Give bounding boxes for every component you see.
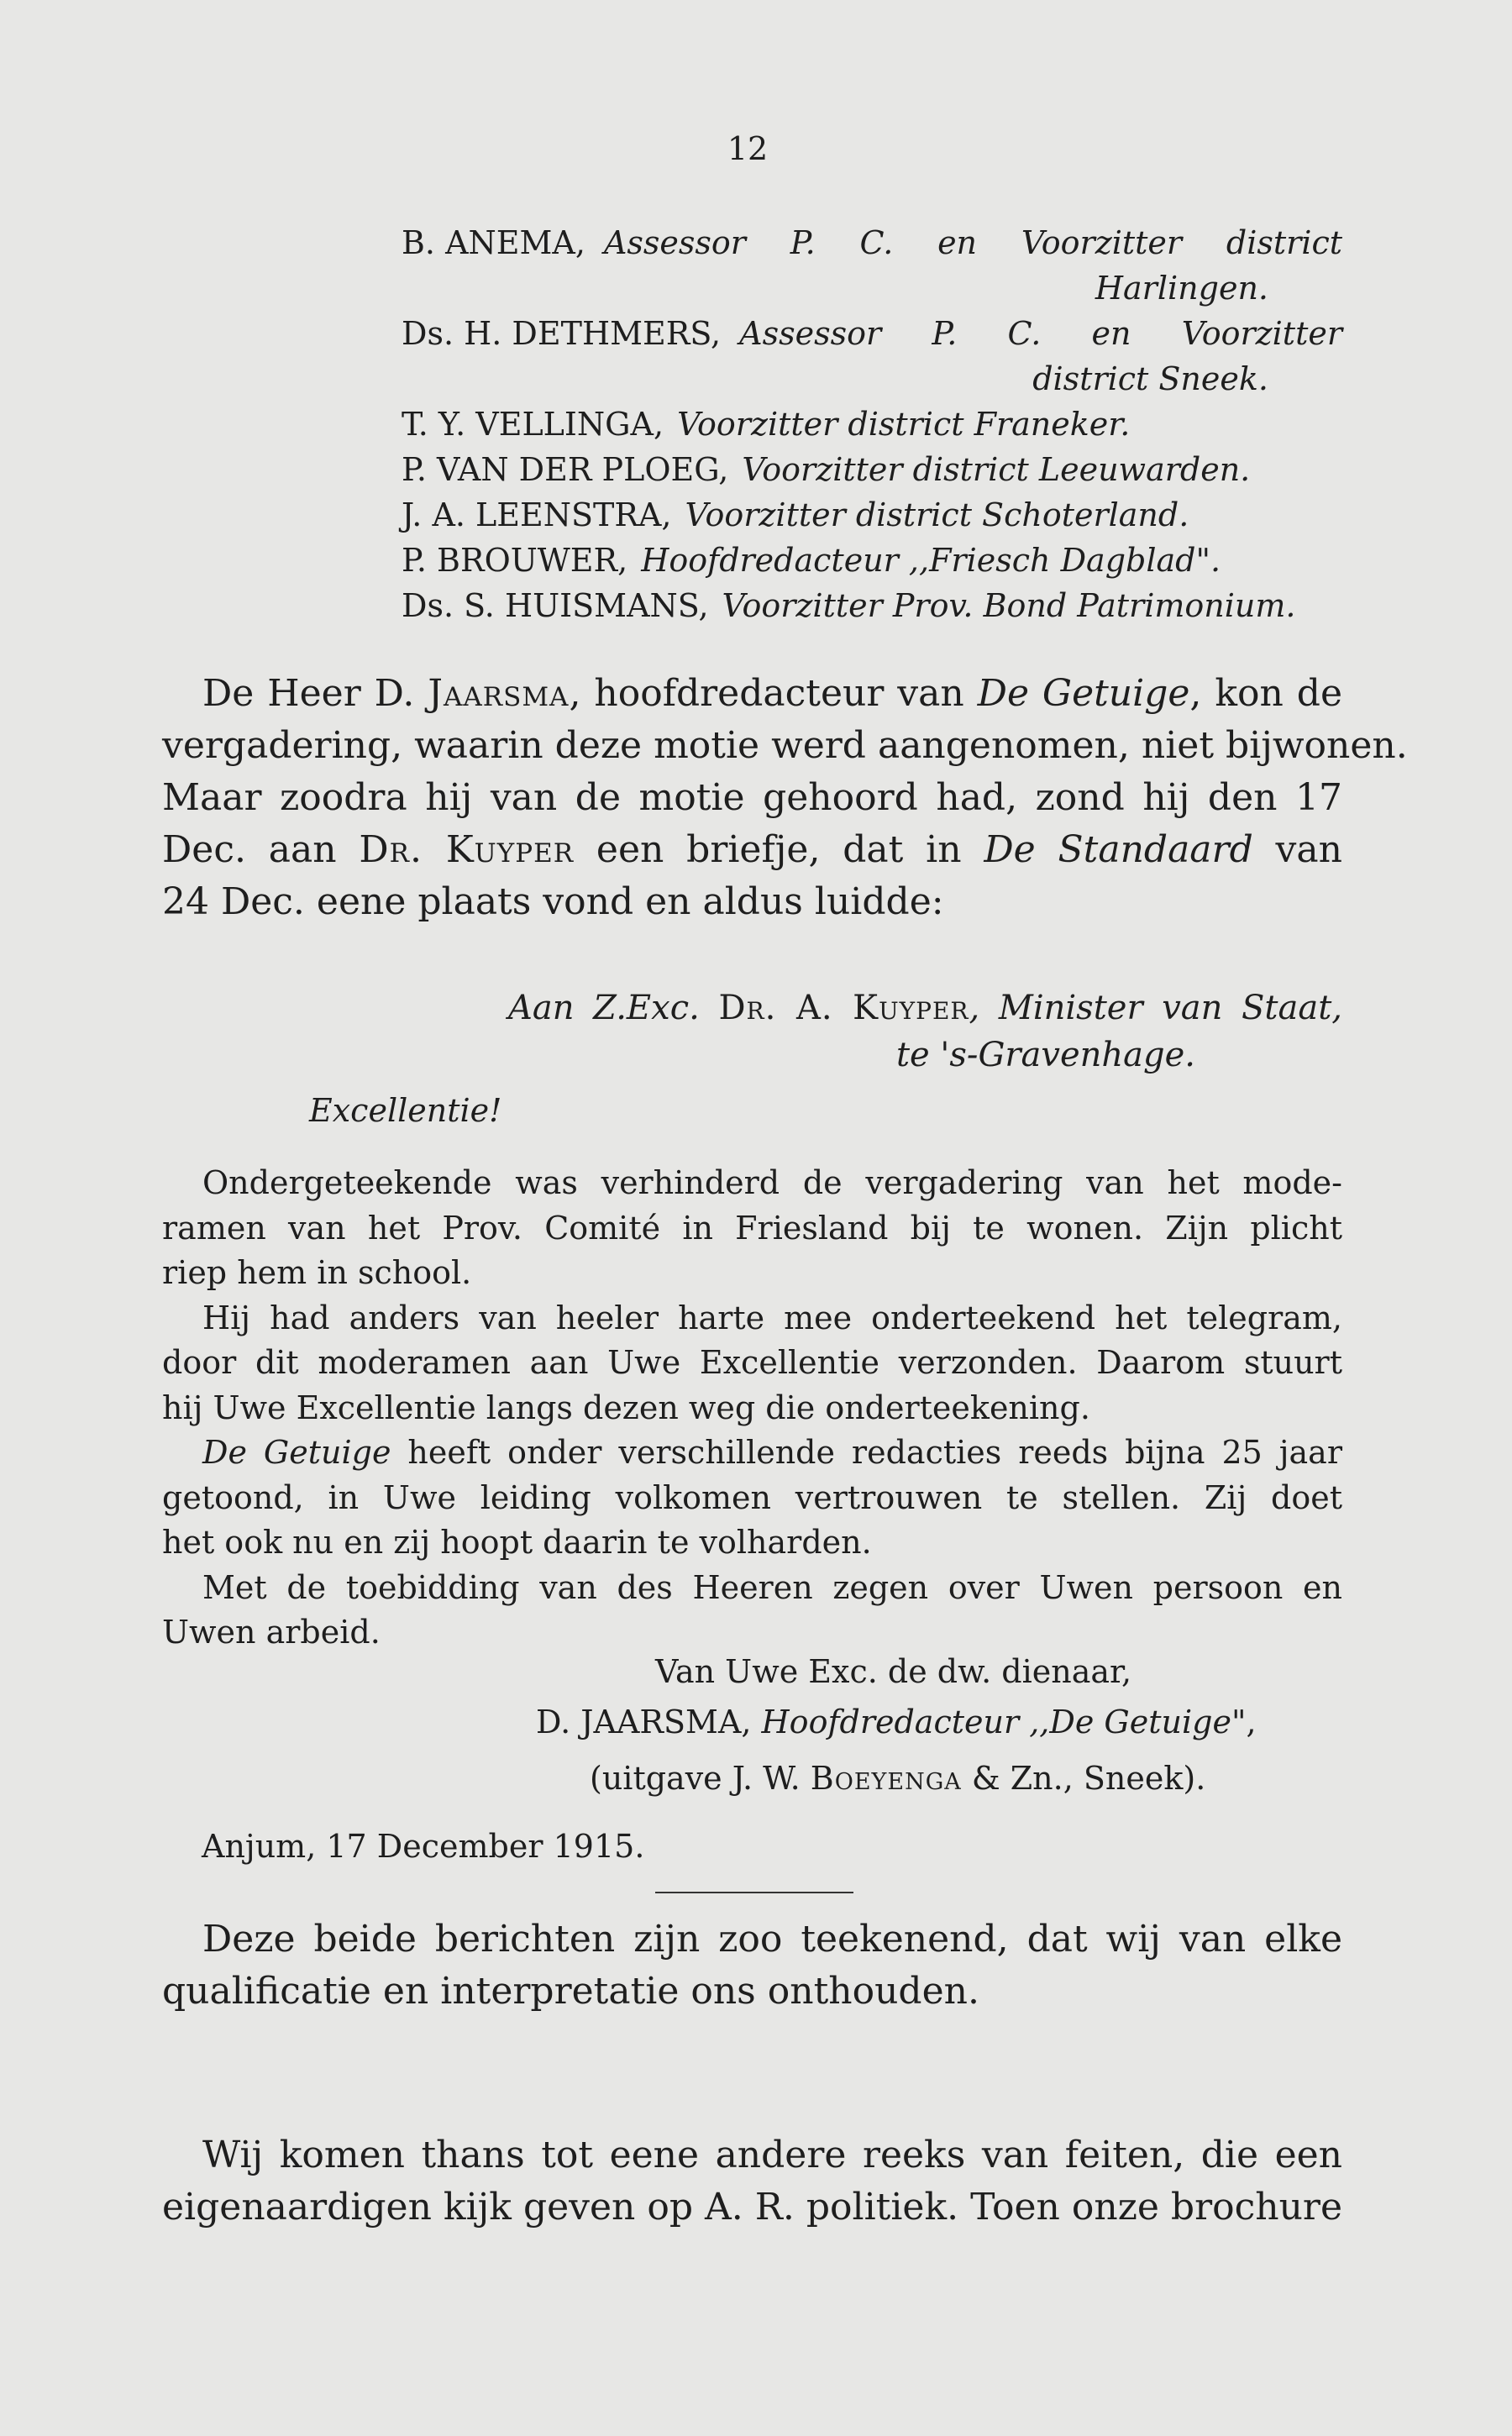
signatory-role: Voorzitter district Franeker.	[677, 406, 1131, 443]
signatory-role: Voorzitter district Leeuwarden.	[742, 451, 1251, 488]
text-line: Deze beide berichten zijn zoo teekenend, dat wij van elke	[202, 1918, 1342, 1961]
text-run: , Minister van Staat,	[969, 989, 1342, 1027]
signatory-list	[402, 220, 1342, 628]
text-line: riep hem in school.	[162, 1254, 472, 1291]
signatory-name: P. BROUWER,	[402, 542, 628, 579]
text-run: D. JAARSMA,	[536, 1704, 762, 1740]
text-line: Met de toebidding van des Heeren zegen over Uwen persoon en	[202, 1568, 1342, 1606]
section-divider	[655, 1892, 853, 1893]
person-name: Dr. A. Kuyper	[718, 989, 969, 1027]
text-line: ramen van het Prov. Comité in Friesland bij te wonen. Zijn plicht	[162, 1209, 1342, 1247]
signatory-line	[402, 492, 1342, 538]
text-line: eigenaardigen kijk geven op A. R. politiek. Toen onze brochure	[162, 2186, 1342, 2229]
newspaper-title: De Getuige	[977, 672, 1190, 715]
text-line: hij Uwe Excellentie langs dezen weg die onderteekening.	[162, 1389, 1090, 1426]
text-line	[162, 668, 1342, 720]
text-line: Ondergeteekende was verhinderd de vergadering van het mode-	[202, 1164, 1342, 1201]
text-run: heeft onder verschillende redacties reeds bijna 25 jaar	[391, 1434, 1342, 1471]
text-run: De Heer D.	[202, 672, 428, 715]
text-line	[162, 1431, 1342, 1476]
address-place	[508, 1032, 1342, 1079]
text-line: door dit moderamen aan Uwe Excellentie verzonden. Daarom stuurt	[162, 1344, 1342, 1381]
text-line: 24 Dec. eene plaats vond en aldus luidde:	[162, 880, 944, 923]
text-line: Wij komen thans tot eene andere reeks van feiten, die een	[202, 2134, 1342, 2176]
letter-body	[162, 1161, 1342, 1656]
signatory-role: Voorzitter district Schoterland.	[685, 496, 1189, 533]
text-run: Hoofdredacteur ,,De Getuige"	[761, 1704, 1247, 1740]
text-run: Aan Z.Exc.	[508, 989, 719, 1027]
text-line: het ook nu en zij hoopt daarin te volharden.	[162, 1524, 872, 1561]
signatory-role: Hoofdredacteur ,,Friesch Dagblad".	[641, 542, 1221, 579]
text-run: ,	[1246, 1704, 1257, 1740]
signatory-name: Ds. H. DETHMERS,	[402, 315, 722, 352]
signatory-line	[402, 538, 1342, 583]
text-run: een briefje, dat in	[574, 828, 984, 871]
text-line: Uwen arbeid.	[162, 1614, 381, 1651]
signatory-name: J. A. LEENSTRA,	[402, 496, 672, 533]
letter-date: Anjum, 17 December 1915.	[202, 1828, 645, 1865]
signatory-name: Ds. S. HUISMANS,	[402, 587, 709, 624]
signatory-role: Assessor P. C. en Voorzitter	[739, 315, 1342, 352]
signatory-role: Assessor P. C. en Voorzitter district	[603, 224, 1342, 261]
person-name: Jaarsma	[428, 672, 570, 715]
letter-salutation: Excellentie!	[309, 1092, 502, 1129]
text-line	[162, 824, 1342, 876]
signatory-line	[402, 220, 1342, 265]
person-name: Boeyenga	[810, 1760, 962, 1797]
text-run: van	[1252, 828, 1342, 871]
closing-line: Van Uwe Exc. de dw. dienaar,	[655, 1653, 1132, 1690]
text-run: (uitgave J. W.	[590, 1760, 811, 1797]
newspaper-title: De Getuige	[202, 1434, 391, 1471]
text-run: & Zn., Sneek).	[961, 1760, 1206, 1797]
signatory-line	[402, 447, 1342, 492]
address-line	[508, 984, 1342, 1032]
person-name: Dr. Kuyper	[359, 828, 575, 871]
closing-publisher	[590, 1760, 1205, 1797]
signatory-line	[402, 311, 1342, 356]
signatory-name: B. ANEMA,	[402, 224, 585, 261]
text-line: qualificatie en interpretatie ons onthouden.	[162, 1970, 979, 2013]
signatory-role-cont: Harlingen.	[1095, 270, 1268, 307]
text-line: Maar zoodra hij van de motie gehoord had, zond hij den 17	[162, 776, 1342, 819]
newspaper-title: De Standaard	[984, 828, 1253, 871]
text-run: te 's-Gravenhage.	[895, 1036, 1195, 1074]
signatory-name: P. VAN DER PLOEG,	[402, 451, 729, 488]
text-line: getoond, in Uwe leiding volkomen vertrouwen te stellen. Zij doet	[162, 1478, 1342, 1516]
signatory-line	[402, 583, 1342, 628]
paragraph-comment	[162, 1914, 1342, 2018]
paragraph-intro	[162, 668, 1408, 928]
signatory-name: T. Y. VELLINGA,	[402, 406, 664, 443]
signatory-line	[402, 402, 1342, 447]
text-run: Dec. aan	[162, 828, 360, 871]
signatory-role-cont: district Sneek.	[1032, 360, 1268, 397]
text-line: vergadering, waarin deze motie werd aangenomen, niet bijwonen.	[162, 724, 1408, 767]
paragraph-next	[162, 2129, 1342, 2234]
text-line: Hij had anders van heeler harte mee onderteekend het telegram,	[202, 1299, 1342, 1336]
text-run: , hoofdredacteur van	[569, 672, 978, 715]
signatory-role: Voorzitter Prov. Bond Patrimonium.	[722, 587, 1296, 624]
text-run: , kon de	[1189, 672, 1342, 715]
closing-signature	[536, 1704, 1257, 1740]
page-number: 12	[727, 130, 769, 167]
letter-address	[508, 984, 1342, 1079]
